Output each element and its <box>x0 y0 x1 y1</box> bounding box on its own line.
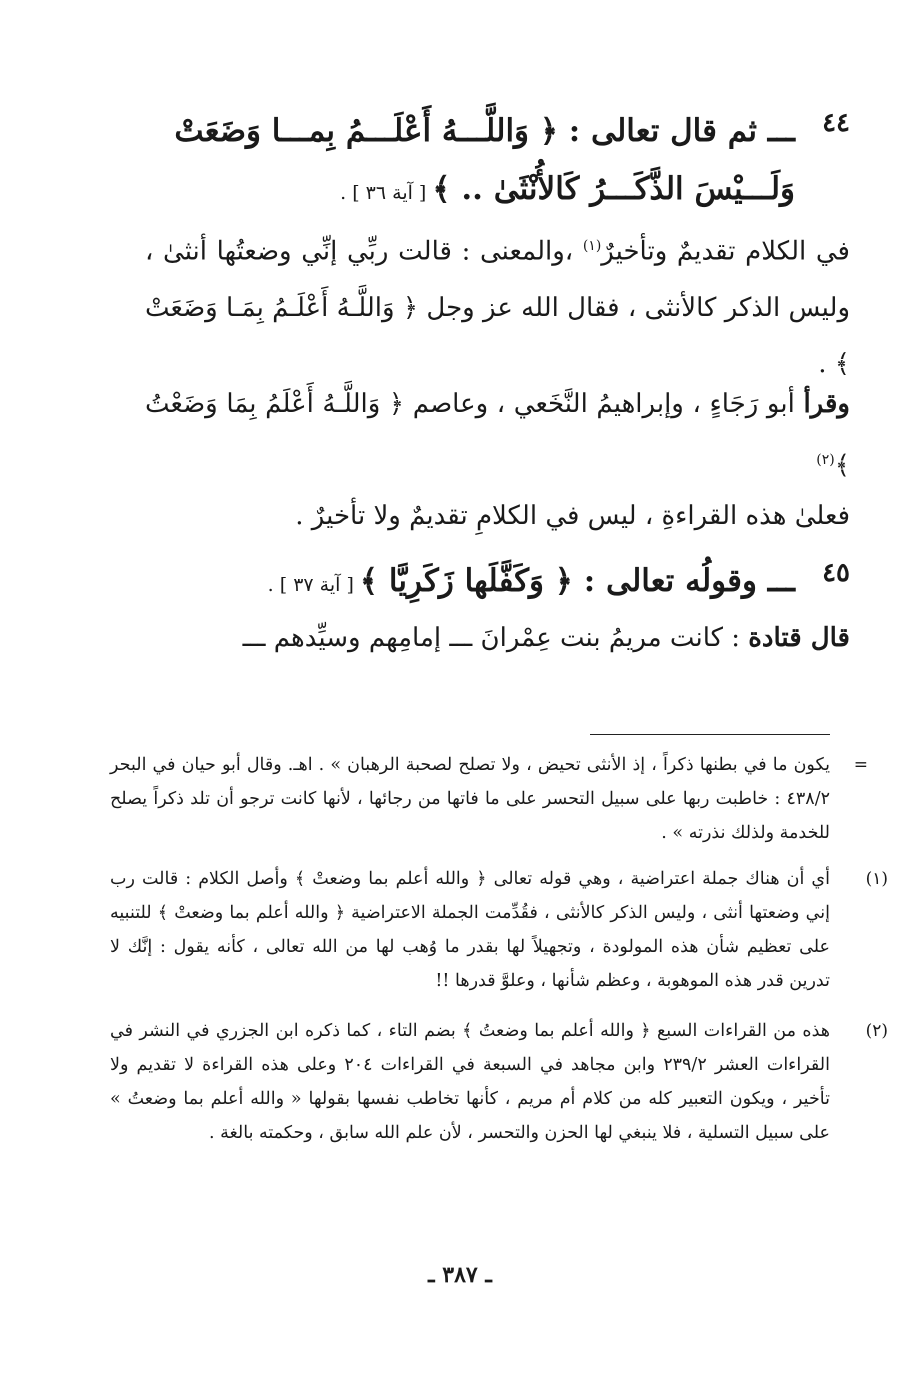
footnote-text: يكون ما في بطنها ذكراً ، إذ الأنثى تحيض ، ولا تصلح لصحبة الرهبان » . اهـ. وقال أبو حيان في البحر ٤٣٨/٢ : خاطبت ربها على سبيل التحسر على ما فاتها من رجائها ، لأنها كانت ترجو أن تلد ذكراً يصلح للخدمة ولذلك نذرته » . <box>110 755 830 843</box>
entry-44 <box>90 102 850 222</box>
paragraph-1 <box>145 218 850 392</box>
footnote-ref-2[interactable]: (٢) <box>816 452 835 468</box>
p4-lead: قال قتادة <box>748 623 850 653</box>
footnote-2 <box>110 1014 888 1150</box>
footnote-continuation <box>110 748 868 850</box>
p4-text: : كانت مريمُ بنت عِمْرانَ ـــ إمامِهم وسيِّدهم ـــ <box>242 623 749 653</box>
continuation-marker: = <box>853 755 868 775</box>
verse-reference: [ آية ٣٦ ] . <box>340 182 433 204</box>
entry-intro: ـــ ثم قال تعالى : <box>557 113 795 149</box>
p2-lead: وقرأ <box>803 389 850 419</box>
verse-reference: [ آية ٣٧ ] . <box>267 574 360 596</box>
entry-45 <box>90 552 850 614</box>
p1-text-a: في الكلام تقديمٌ وتأخيرٌ <box>601 236 850 267</box>
quran-verse: ﴿ وَاللَّـــهُ أَعْلَـــمُ بِمـــا وَضَعَتْ وَلَـــيْسَ الذَّكَـــرُ كَالأُنْثَىٰ .. ﴾ <box>174 113 795 207</box>
p2-text: أبو رَجَاءٍ ، وإبراهيمُ النَّخَعي ، وعاصم ﴿ وَاللَّـهُ أَعْلَمُ بِمَا وَضَعْتُ ﴾ <box>145 389 850 481</box>
footnote-marker: (٢) <box>865 1021 888 1041</box>
quran-verse: ﴿ وَكَفَّلَها زَكَرِيَّا ﴾ <box>359 563 573 599</box>
entry-intro: ـــ وقولُه تعالى : <box>572 563 795 599</box>
entry-number: ٤٥ <box>822 558 850 588</box>
paragraph-4 <box>145 610 850 666</box>
footnote-1 <box>110 862 888 998</box>
footnote-text: هذه من القراءات السبع ﴿ والله أعلم بما وضعتُ ﴾ بضم التاء ، كما ذكره ابن الجزري في النشر في القراءات العشر ٢٣٩/٢ وابن مجاهد في السبعة في القراءات ٢٠٤ وعلى هذه القراءة لا تقديم ولا تأخير ، ويكون التعبير كله من كلام أم مريم ، كأنها تخاطب نفسها بقولها « والله أعلم بما وضعتُ » على سبيل التسلية ، فلا ينبغي لها الحزن والتحسر ، لأن علم الله سابق ، وحكمته بالغة . <box>110 1021 830 1143</box>
page-number: ـ ٣٨٧ ـ <box>428 1262 492 1288</box>
entry-text <box>90 102 795 222</box>
entry-number: ٤٤ <box>822 108 850 138</box>
paragraph-3: فعلىٰ هذه القراءةِ ، ليس في الكلامِ تقديمٌ ولا تأخيرٌ . <box>295 501 850 531</box>
paragraph-2 <box>145 376 850 494</box>
footnote-text: أي أن هناك جملة اعتراضية ، وهي قوله تعالى ﴿ والله أعلم بما وضعتْ ﴾ وأصل الكلام : قالت رب إني وضعتها أنثى ، وليس الذكر كالأنثى ، فقُدِّمت الجملة الاعتراضية ﴿ والله أعلم بما وضعتْ ﴾ للتنبيه على تعظيم شأن هذه المولودة ، وتجهيلاً لها بقدر ما وُهب لها من الله تعالى ، كأنه يقول : إنَّك لا تدرين قدر هذه الموهوبة ، وعظم شأنها ، وعلوَّ قدرها !! <box>110 869 830 991</box>
footnote-marker: (١) <box>865 869 888 889</box>
footnote-ref-1[interactable]: (١) <box>582 238 602 254</box>
p1-text-b: ،والمعنى : قالت ربِّي إنِّي وضعتُها أنثىٰ ، وليس الذكر كالأنثى ، فقال الله عز وجل ﴿ وَاللَّـهُ أَعْلَـمُ بِمَـا وَضَعَتْ ﴾ . <box>145 236 850 379</box>
footnote-separator <box>590 734 830 735</box>
entry-text <box>90 552 795 614</box>
